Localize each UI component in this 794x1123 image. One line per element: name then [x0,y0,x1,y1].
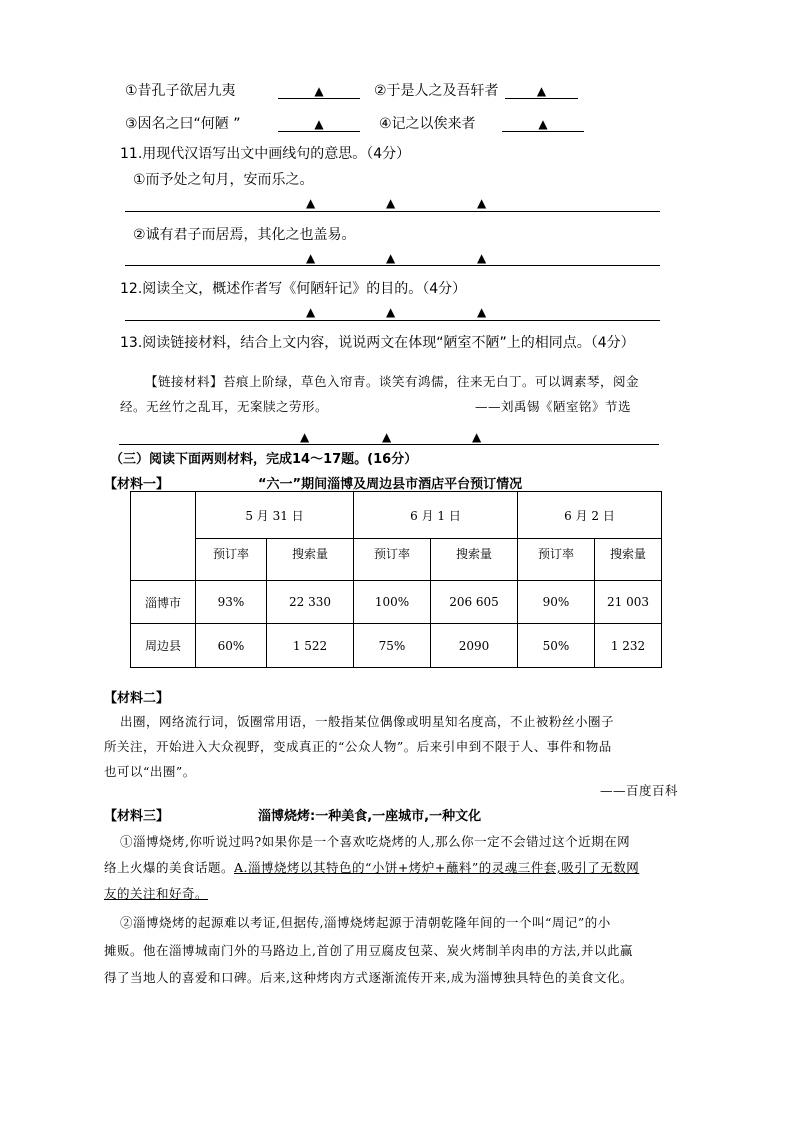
material-3-p1-line-3: 友的关注和好奇。 [104,886,209,901]
answer-line-1[interactable] [125,211,660,212]
answer-mark: ▲ [306,251,316,265]
q10-item-3 [125,113,241,133]
material-3-p1-line-1: ①淄博烧烤,你听说过吗?如果你是一个喜欢吃烧烤的人,那么你一定不会错过这个近期在网 [120,834,631,849]
booking-table [130,491,662,668]
table-cell: 100% [354,581,431,624]
table-subheader: 预订率 [196,539,267,581]
underlined-sentence-a: A.淄博烧烤以其特色的“小饼+烤炉+蘸料”的灵魂三件套,吸引了无数网 [234,860,640,875]
q10-item-3-text: ③因名之曰“何陋 ” [125,116,241,132]
q11-title: 11.用现代汉语写出文中画线句的意思。（4分） [120,146,411,162]
table-cell: 22 330 [267,581,354,624]
material-1-label: 【材料一】 [104,477,170,492]
table-cell: 1 232 [595,624,662,668]
answer-mark: ▲ [477,251,487,265]
answer-blank-1[interactable]: ▲ [278,84,360,99]
table-date-header: 6 月 1 日 [354,492,518,539]
section-3-title: （三）阅读下面两则材料，完成14～17题。(16分） [110,452,418,467]
table-cell: 21 003 [595,581,662,624]
table-cell: 75% [354,624,431,668]
answer-mark: ▲ [382,430,392,444]
q10-blank-1[interactable] [278,80,360,99]
q10-item-2 [374,80,499,100]
q10-blank-2[interactable] [505,80,578,99]
link-material-line-1: 【链接材料】苔痕上阶绿，草色入帘青。谈笑有鸿儒，往来无白丁。可以调素琴，阅金 [145,374,640,389]
material-3-p1-text: 络上火爆的美食话题。 [104,860,235,875]
answer-mark: ▲ [306,305,316,319]
material-2-line-1: 出圈，网络流行词，饭圈常用语，一般指某位偶像或明星知名度高，不止被粉丝小圈子 [120,714,615,729]
table-cell: 60% [196,624,267,668]
row-name: 周边县 [131,624,196,668]
material-3-p1-line-2 [104,858,639,876]
answer-line-4[interactable] [119,444,659,445]
answer-mark: ▲ [300,430,310,444]
link-material-line-2: 经。无丝竹之乱耳，无案牍之劳形。 [120,399,329,414]
material-3-title: 淄博烧烤:一种美食,一座城市,一种文化 [258,809,482,824]
table-subheader: 预订率 [518,539,595,581]
q10-item-1 [125,80,236,100]
table-cell: 50% [518,624,595,668]
material-1-title: “六一”期间淄博及周边县市酒店平台预订情况 [258,477,523,492]
table-cell: 93% [196,581,267,624]
q10-blank-4[interactable] [502,113,584,132]
q10-item-4-text: ④记之以俟来者 [379,116,476,132]
answer-mark: ▲ [386,251,396,265]
q11-sentence-2: ②诚有君子而居焉，其化之也盖易。 [133,227,356,243]
answer-mark: ▲ [386,196,396,210]
answer-blank-3[interactable]: ▲ [278,117,360,132]
material-3-p2-line-1: ②淄博烧烤的起源难以考证,但据传,淄博烧烤起源于清朝乾隆年间的一个叫“周记”的小 [120,915,611,930]
material-2-line-3: 也可以“出圈”。 [104,764,196,779]
q10-blank-3[interactable] [278,113,360,132]
table-subheader: 搜索量 [267,539,354,581]
material-2-source: ——百度百科 [600,783,679,798]
table-date-header: 6 月 2 日 [518,492,662,539]
table-subheader: 搜索量 [595,539,662,581]
answer-line-3[interactable] [125,320,660,321]
answer-mark: ▲ [306,196,316,210]
answer-mark: ▲ [477,196,487,210]
answer-blank-2[interactable]: ▲ [505,84,578,99]
material-2-line-2: 所关注，开始进入大众视野，变成真正的“公众人物”。后来引申到不限于人、事件和物品 [104,739,612,754]
q12-title: 12.阅读全文，概述作者写《何陋轩记》的目的。（4分） [120,281,467,297]
material-3-p2-line-3: 得了当地人的喜爱和口碑。后来,这种烤肉方式逐渐流传开来,成为淄博独具特色的美食文化。 [104,970,633,985]
material-3-p2-line-2: 摊贩。他在淄博城南门外的马路边上,首创了用豆腐皮包菜、炭火烤制羊肉串的方法,并以此赢 [104,943,633,958]
material-2-label: 【材料二】 [104,691,170,706]
table-corner [131,492,196,581]
table-cell: 90% [518,581,595,624]
answer-line-2[interactable] [125,265,660,266]
q13-title: 13.阅读链接材料，结合上文内容，说说两文在体现“陋室不陋”上的相同点。（4分） [120,335,635,351]
answer-mark: ▲ [472,430,482,444]
table-cell: 206 605 [431,581,518,624]
answer-mark: ▲ [477,305,487,319]
q10-item-1-text: ①昔孔子欲居九夷 [125,83,236,99]
q10-item-4 [379,113,476,133]
table-row [131,624,662,668]
link-material-source: ——刘禹锡《陋室铭》节选 [475,399,632,414]
table-subheader: 搜索量 [431,539,518,581]
answer-blank-4[interactable]: ▲ [502,117,584,132]
q10-item-2-text: ②于是人之及吾轩者 [374,83,499,99]
row-name: 淄博市 [131,581,196,624]
material-3-label: 【材料三】 [104,809,170,824]
table-cell: 1 522 [267,624,354,668]
answer-mark: ▲ [386,305,396,319]
table-row [131,581,662,624]
q11-sentence-1: ①而予处之旬月，安而乐之。 [133,172,314,188]
table-date-header: 5 月 31 日 [196,492,354,539]
table-subheader: 预订率 [354,539,431,581]
table-cell: 2090 [431,624,518,668]
